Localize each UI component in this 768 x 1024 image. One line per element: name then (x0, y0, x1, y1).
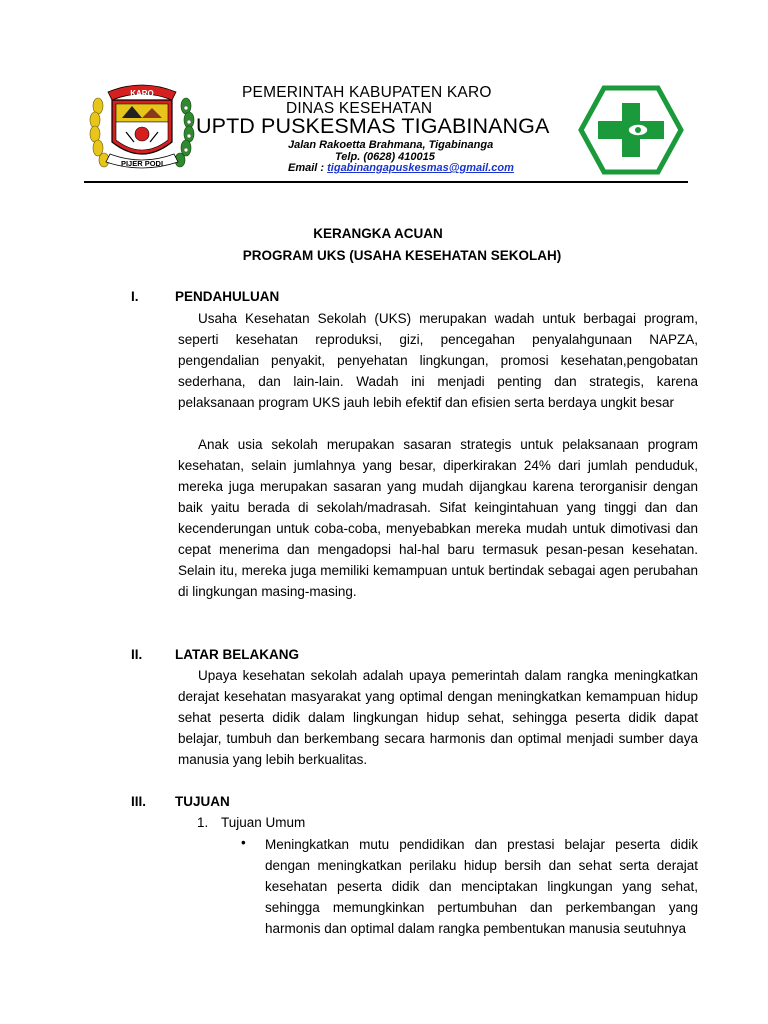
section-2-heading: LATAR BELAKANG (175, 647, 299, 662)
section-1-heading: PENDAHULUAN (175, 289, 280, 304)
section-3-heading: TUJUAN (175, 794, 230, 809)
section-1-paragraph-2: Anak usia sekolah merupakan sasaran strategis untuk pelaksanaan program kesehatan, selain jumlahnya yang besar, diperkirakan 24% dari jumlah penduduk, mereka juga merupakan sasaran yang mudah dijangkau karena terorganisir dengan baik yaitu berada di sekolah/madrasah. Sifat keingintahuan yang tinggi dan dan kecenderungan untuk coba-coba, menyebabkan mereka mudah untuk dimotivasi dan cepat menerima dan mengadopsi hal-hal baru termasuk pesan-pesan kesehatan. Selain itu, mereka juga memiliki kemampuan untuk bertindak sebagai agen perubahan di lingkungan masing-masing. (178, 437, 698, 599)
email-link[interactable]: tigabinangapuskesmas@gmail.com (327, 162, 514, 174)
puskesmas-logo-icon (578, 85, 684, 175)
header-address: Jalan Rakoetta Brahmana, Tigabinanga (288, 139, 494, 151)
header-email-line (288, 162, 768, 174)
list-item-label: Tujuan Umum (221, 815, 306, 830)
emblem-motto-text: PIJER PODI (120, 159, 164, 168)
list-item-number: 1. (197, 815, 209, 830)
section-1-paragraph-1: Usaha Kesehatan Sekolah (UKS) merupakan wadah untuk berbagai program, seperti kesehatan reproduksi, gizi, pencegahan penyalahgunaan NAPZA, pengendalian penyakit, penyehatan lingkungan, promosi kesehatan,pengobatan sederhana, dan lain-lain. Wadah ini menjadi penting dan strategis, karena pelaksanaan program UKS jauh lebih efektif dan efisien serta berdaya ungkit besar (178, 311, 698, 410)
document-title: KERANGKA ACUAN (313, 226, 443, 241)
section-2-number: II. (131, 647, 143, 662)
header-government: PEMERINTAH KABUPATEN KARO (242, 84, 492, 101)
section-3-number: III. (131, 794, 147, 809)
header-institution: UPTD PUSKESMAS TIGABINANGA (196, 114, 550, 138)
email-label: Email : (288, 162, 328, 174)
header-department: DINAS KESEHATAN (286, 100, 433, 117)
emblem-banner-text: KARO (130, 89, 154, 98)
header-phone: Telp. (0628) 410015 (335, 151, 435, 163)
document-subtitle: PROGRAM UKS (USAHA KESEHATAN SEKOLAH) (242, 248, 562, 263)
karo-regency-emblem-icon (86, 76, 198, 178)
bullet-text: Meningkatkan mutu pendidikan dan prestasi belajar peserta didik dengan meningkatkan perilaku hidup bersih dan sehat serta derajat kesehatan peserta didik dan menciptakan lingkungan yang sehat, sehingga memungkinkan pertumbuhan dan perkembangan yang harmonis dan optimal dalam rangka pembentukan manusia seutuhnya (265, 837, 698, 936)
bullet-icon: • (241, 835, 246, 850)
header-divider (84, 181, 688, 183)
section-1-number: I. (131, 289, 139, 304)
section-2-paragraph-1: Upaya kesehatan sekolah adalah upaya pemerintah dalam rangka meningkatkan derajat kesehatan masyarakat yang optimal dengan meningkatkan kemampuan hidup sehat peserta didik dalam lingkungan hidup sehat, sehingga peserta didik dapat belajar, tumbuh dan berkembang secara harmonis dan optimal menjadi sumber daya manusia yang lebih berkualitas. (178, 668, 698, 767)
